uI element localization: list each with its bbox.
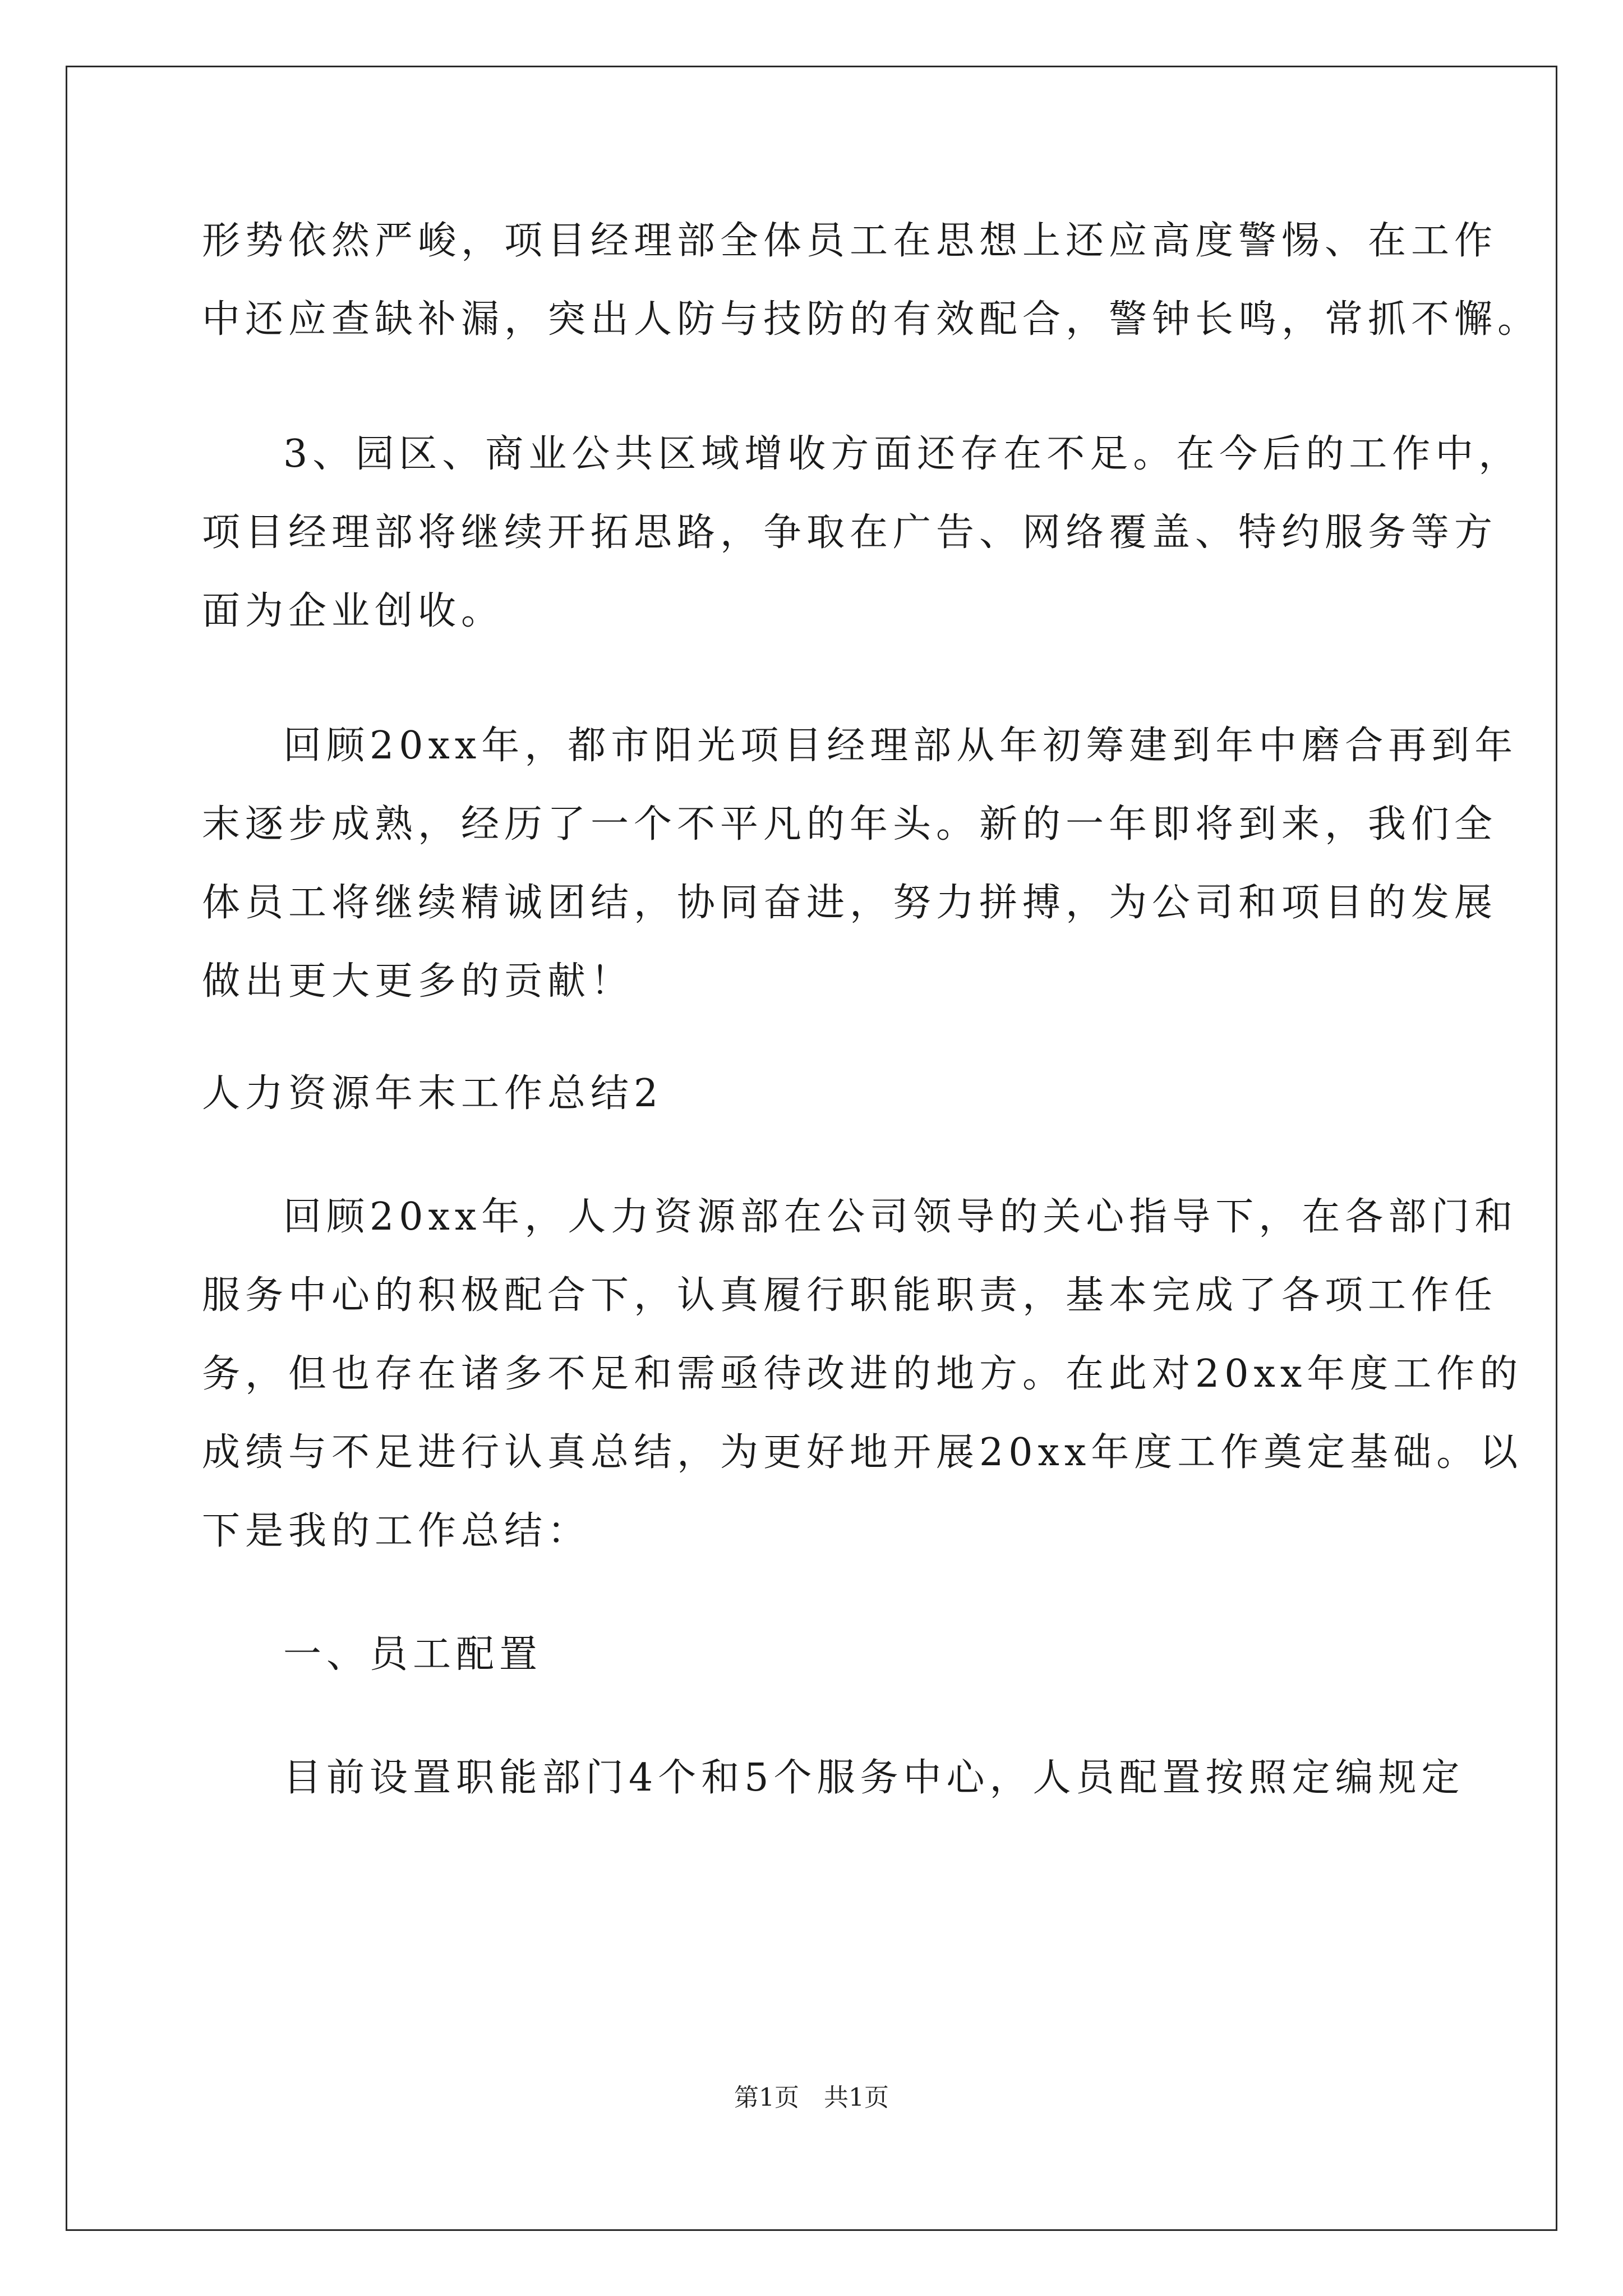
paragraph-line: 务，但也存在诸多不足和需亟待改进的地方。在此对20xx年度工作的 (202, 1352, 1523, 1396)
paragraph-line: 成绩与不足进行认真总结，为更好地开展20xx年度工作奠定基础。以 (202, 1430, 1523, 1475)
paragraph-line: 服务中心的积极配合下，认真履行职能职责，基本完成了各项工作任 (202, 1273, 1498, 1318)
paragraph-line: 末逐步成熟，经历了一个不平凡的年头。新的一年即将到来，我们全 (202, 802, 1498, 846)
paragraph-line: 目前设置职能部门4个和5个服务中心，人员配置按照定编规定 (283, 1756, 1465, 1800)
paragraph-line: 形势依然严峻，项目经理部全体员工在思想上还应高度警惕、在工作 (202, 219, 1498, 263)
paragraph-line: 项目经理部将继续开拓思路，争取在广告、网络覆盖、特约服务等方 (202, 510, 1498, 555)
page-number: 第1页 共1页 (734, 2083, 889, 2112)
subsection-heading: 一、员工配置 (283, 1632, 543, 1677)
paragraph-line: 3、园区、商业公共区域增收方面还存在不足。在今后的工作中， (283, 432, 1522, 476)
paragraph-line: 面为企业创收。 (202, 589, 505, 633)
paragraph-line: 回顾20xx年，都市阳光项目经理部从年初筹建到年中磨合再到年 (283, 724, 1518, 768)
paragraph-line: 中还应查缺补漏，突出人防与技防的有效配合，警钟长鸣，常抓不懈。 (202, 297, 1541, 342)
section-heading: 人力资源年末工作总结2 (202, 1071, 663, 1116)
paragraph-line: 做出更大更多的贡献！ (202, 959, 634, 1004)
paragraph-line: 体员工将继续精诚团结，协同奋进，努力拼搏，为公司和项目的发展 (202, 881, 1498, 925)
paragraph-line: 回顾20xx年，人力资源部在公司领导的关心指导下，在各部门和 (283, 1195, 1518, 1239)
paragraph-line: 下是我的工作总结： (202, 1509, 591, 1553)
page-border (66, 66, 1557, 2231)
